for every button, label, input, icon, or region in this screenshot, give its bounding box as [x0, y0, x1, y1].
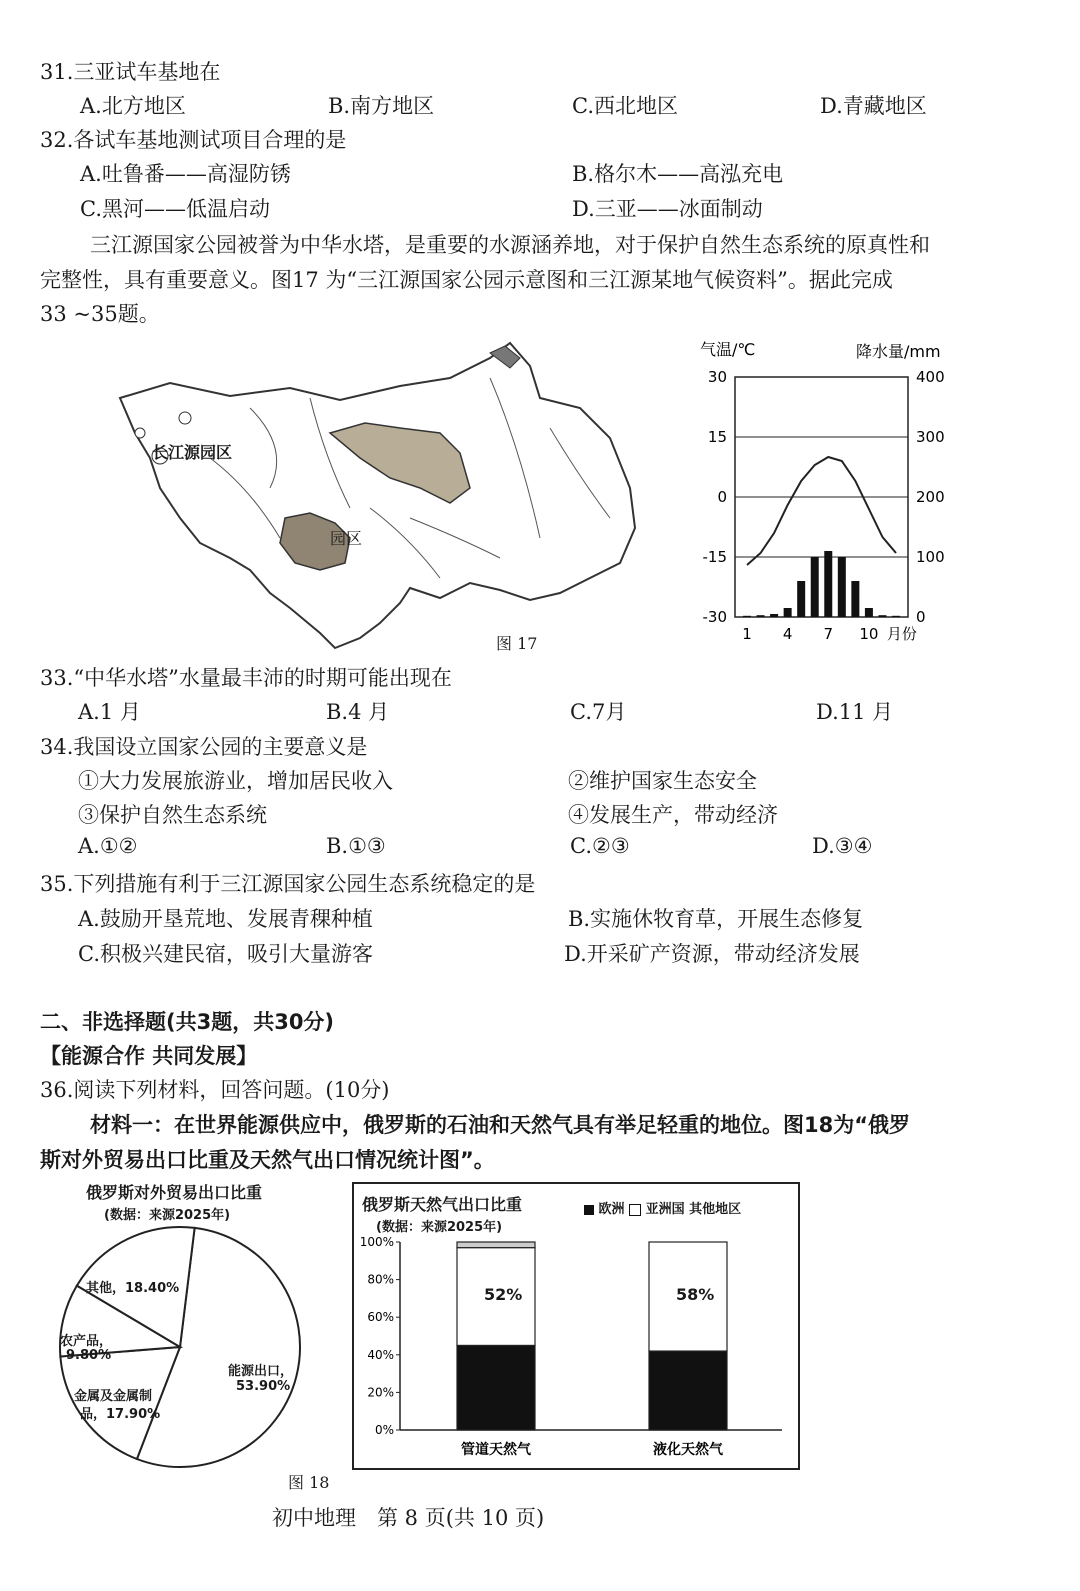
bar-segment — [649, 1351, 727, 1430]
bar-segment — [457, 1242, 535, 1248]
precip-bar — [878, 615, 886, 617]
q32-option-a: A.吐鲁番——高湿防锈 — [80, 162, 291, 186]
bar-legend — [584, 1198, 741, 1217]
bar-subtitle: (数据：来源2025年) — [376, 1220, 503, 1235]
climate-x-tick: 1 — [742, 625, 752, 643]
pie-label-energy-pct: 53.90% — [236, 1379, 291, 1394]
q35-option-a: A.鼓励开垦荒地、发展青稞种植 — [78, 907, 373, 931]
precip-bar — [811, 557, 819, 617]
q33-option-a: A.1 月 — [78, 700, 141, 724]
precip-bar — [797, 581, 805, 617]
climate-chart — [690, 335, 980, 650]
legend-other-label: 其他地区 — [689, 1202, 742, 1217]
passage-line2: 完整性，具有重要意义。图17 为“三江源国家公园示意图和三江源某地气候资料”。据此完成 — [40, 268, 893, 292]
bar-category-label: 液化天然气 — [653, 1442, 723, 1458]
bar-segment — [457, 1345, 535, 1430]
bar-y-tick: 20% — [367, 1385, 394, 1400]
q31-option-d: D.青藏地区 — [820, 94, 927, 118]
precip-bar — [892, 616, 900, 617]
q35-option-d: D.开采矿产资源，带动经济发展 — [564, 942, 860, 966]
q32-option-d: D.三亚——冰面制动 — [572, 197, 763, 221]
precip-bar — [784, 608, 792, 617]
climate-left-tick: 15 — [707, 428, 727, 446]
climate-right-tick: 300 — [916, 428, 945, 446]
bar-y-tick: 80% — [367, 1272, 394, 1287]
bar-label-pipe: 52% — [484, 1285, 523, 1304]
q34-item-1: ①大力发展旅游业，增加居民收入 — [78, 769, 393, 793]
q32-option-c: C.黑河——低温启动 — [80, 197, 270, 221]
climate-x-unit: 月份 — [886, 625, 917, 643]
precip-bar — [838, 557, 846, 617]
fig18-caption: 图 18 — [288, 1473, 330, 1492]
bar-label-lng: 58% — [676, 1285, 715, 1304]
q31-option-b: B.南方地区 — [328, 94, 435, 118]
page-footer: 初中地理 第 8 页(共 10 页) — [272, 1506, 545, 1530]
climate-right-tick: 100 — [916, 548, 945, 566]
pie-label-metal: 金属及金属制 — [74, 1389, 153, 1404]
climate-left-tick: -15 — [702, 548, 727, 566]
bar-title: 俄罗斯天然气出口比重 — [362, 1195, 523, 1214]
climate-x-tick: 10 — [859, 625, 879, 643]
q31-stem: 31.三亚试车基地在 — [40, 60, 221, 84]
q34-item-2: ②维护国家生态安全 — [568, 769, 757, 793]
climate-left-tick: -30 — [702, 608, 727, 626]
q33-option-c: C.7月 — [570, 700, 627, 724]
q36-stem: 36.阅读下列材料，回答问题。(10分) — [40, 1078, 390, 1102]
legend-asia-label: 亚洲国 — [645, 1202, 685, 1217]
legend-asia-swatch — [629, 1204, 641, 1216]
bar-y-tick: 40% — [367, 1347, 394, 1362]
climate-right-tick: 200 — [916, 488, 945, 506]
precip-bar — [757, 615, 765, 617]
climate-left-title: 气温/℃ — [700, 340, 756, 359]
pie-label-agri: 农产品， — [60, 1334, 113, 1349]
q32-option-b: B.格尔木——高泓充电 — [572, 162, 784, 186]
precip-bar — [770, 614, 778, 617]
bar-y-tick: 60% — [367, 1310, 394, 1325]
q33-option-b: B.4 月 — [326, 700, 390, 724]
bar-y-tick: 100% — [359, 1235, 394, 1249]
climate-x-tick: 7 — [823, 625, 834, 643]
q33-option-d: D.11 月 — [816, 700, 894, 724]
q33-stem: 33.“中华水塔”水量最丰沛的时期可能出现在 — [40, 666, 452, 690]
material1-line1: 材料一：在世界能源供应中，俄罗斯的石油和天然气具有举足轻重的地位。图18为“俄罗 — [90, 1113, 911, 1137]
bar-y-tick: 0% — [374, 1423, 394, 1437]
q35-option-b: B.实施休牧育草，开展生态修复 — [568, 907, 864, 931]
q34-item-3: ③保护自然生态系统 — [78, 803, 267, 827]
temperature-line — [747, 457, 896, 565]
passage-line1: 三江源国家公园被誉为中华水塔，是重要的水源涵养地，对于保护自然生态系统的原真性和 — [90, 233, 930, 257]
section2-theme: 【能源合作 共同发展】 — [40, 1044, 258, 1068]
pie-label-agri-pct: 9.80% — [66, 1348, 112, 1363]
pie-title: 俄罗斯对外贸易出口比重 — [86, 1183, 263, 1202]
q31-option-a: A.北方地区 — [80, 94, 186, 118]
legend-europe-label: 欧洲 — [598, 1202, 625, 1217]
climate-right-tick: 400 — [916, 368, 945, 386]
material1-line2: 斯对外贸易出口比重及天然气出口情况统计图”。 — [40, 1148, 495, 1172]
climate-left-tick: 0 — [717, 488, 727, 506]
q34-option-d: D.③④ — [812, 834, 873, 858]
climate-right-tick: 0 — [916, 608, 926, 626]
q35-option-c: C.积极兴建民宿，吸引大量游客 — [78, 942, 373, 966]
climate-left-tick: 30 — [707, 368, 727, 386]
passage-line3: 33 ~35题。 — [40, 302, 160, 326]
q34-item-4: ④发展生产，带动经济 — [568, 803, 778, 827]
map-label-changjiang: 长江源园区 — [152, 443, 233, 462]
q34-option-a: A.①② — [78, 834, 138, 858]
section2-title: 二、非选择题(共3题，共30分) — [40, 1010, 335, 1034]
pie-subtitle: (数据：来源2025年) — [104, 1208, 231, 1223]
climate-x-tick: 4 — [782, 625, 793, 643]
q34-stem: 34.我国设立国家公园的主要意义是 — [40, 735, 368, 759]
pie-label-other: 其他，18.40% — [86, 1281, 180, 1296]
precip-bar — [851, 581, 859, 617]
bar-category-label: 管道天然气 — [461, 1442, 531, 1458]
precip-bar — [743, 616, 751, 617]
precip-bar — [865, 608, 873, 617]
precip-bar — [824, 551, 832, 617]
q35-stem: 35.下列措施有利于三江源国家公园生态系统稳定的是 — [40, 872, 536, 896]
climate-right-title: 降水量/mm — [856, 342, 941, 361]
fig17-caption: 图 17 — [496, 634, 538, 653]
pie-label-energy: 能源出口， — [228, 1364, 294, 1379]
q34-option-c: C.②③ — [570, 834, 630, 858]
gas-export-bars — [352, 1230, 796, 1462]
sanjiangyuan-map — [110, 338, 650, 658]
q34-option-b: B.①③ — [326, 834, 386, 858]
pie-label-metal-pct: 品，17.90% — [80, 1407, 161, 1422]
legend-europe-swatch — [584, 1205, 594, 1215]
q31-option-c: C.西北地区 — [572, 94, 678, 118]
map-label-park: 园区 — [330, 529, 363, 548]
q32-stem: 32.各试车基地测试项目合理的是 — [40, 128, 347, 152]
